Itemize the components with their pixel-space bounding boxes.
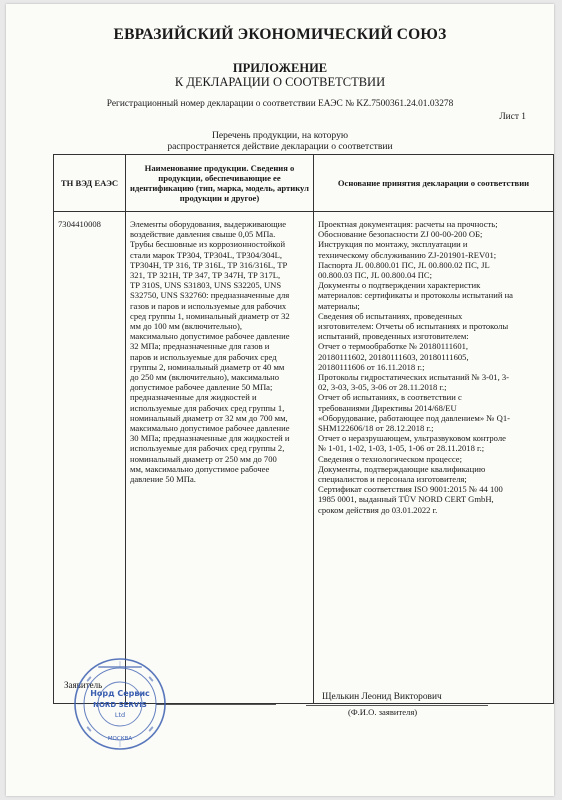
- applicant-signature-line: [156, 704, 276, 705]
- column-header-product: Наименование продукции. Сведения о продукции, обеспечивающие ее идентификацию (тип, марка, модель, артикул продукции и другое): [126, 155, 314, 212]
- seal-text-line3: Ltd: [114, 711, 126, 719]
- signer-name: Щелькин Леонид Викторович: [322, 692, 442, 702]
- product-table: [53, 154, 554, 704]
- table-row: [54, 212, 554, 704]
- sheet-number: Лист 1: [499, 112, 526, 122]
- cell-product-description: Элементы оборудования, выдерживающие воздействие давления свыше 0,05 МПа. Трубы бесшовные из коррозионностойкой стали марок ТР304, ТР304L, ТР304/304L, ТР304Н, ТР 316, ТР 316L, ТР 316/316L, ТР 321, ТР 321Н, ТР 347, ТР 347Н, ТР 317L, ТР 310S, UNS S31803, UNS S32205, UNS S32750, UNS S32760: предназначенные для газов и паров и используемые для рабочих сред группы 1, номинальный диаметр от 32 мм до 100 мм (включительно), максимально допустимое рабочее давление 32 МПа; предназначенные для газов и паров и используемые для рабочих сред группы 2, номинальный диаметр от 40 мм до 250 мм (включительно), максимально допустимое рабочее давление 50 МПа; предназначенные для жидкостей и используемые для рабочих сред группы 1, номинальный диаметр от 32 мм до 700 мм, максимально допустимое рабочее давление 30 МПа; предназначенные для жидкостей и используемые для рабочих сред группы 2, номинальный диаметр от 250 мм до 700 мм, максимально допустимое рабочее давление 50 МПа.: [126, 212, 314, 704]
- seal-city: МОСКВА: [107, 736, 133, 742]
- company-seal: [72, 656, 168, 752]
- product-list-title-line2: распространяется действие декларации о соответствии: [167, 141, 393, 152]
- seal-text-line2: NORD SERVIS: [93, 701, 147, 709]
- registration-number: Регистрационный номер декларации о соответствии ЕАЭС № KZ.7500361.24.01.03278: [106, 99, 454, 109]
- cell-hs-code: 7304410008: [54, 212, 126, 704]
- product-list-heading: [6, 130, 554, 152]
- cell-declaration-basis: Проектная документация: расчеты на прочность; Обоснование безопасности ZJ 00-00-200 ОБ; Инструкция по монтажу, эксплуатации и техническому обслуживанию ZJ-201901-REV01; Паспорта JL 00.800.01 ПС, JL 00.800.02 ПС, JL 00.800.03 ПС, JL 00.800.04 ПС; Документы о подтверждении характеристик материалов: сертификаты и протоколы испытаний на материалы; Сведения об испытаниях, проведенных изготовителем: Отчеты об испытаниях и протоколы испытаний, проведенных изготовителем: Отчет о термообработке № 20180111601, 20180111602, 20180111603, 20180111605, 20180111606 от 16.11.2018 г.; Протоколы гидростатических испытаний № 3-01, 3- 02, 3-03, 3-05, 3-06 от 28.11.2018 г.; Отчет об испытаниях, в соответствии с требованиями Директивы 2014/68/EU «Оборудование, работающее под давлением» № Q1- SHM122606/18 от 28.12.2018 г.; Отчет о неразрушающем, ультразвуковом контроле № 1-01, 1-02, 1-03, 1-05, 1-06 от 28.11.2018 г.; Сведения о технологическом процессе; Документы, подтверждающие квалификацию специалистов и персонала изготовителя; Сертификат соответствия ISO 9001:2015 № 44 100 1985 0001, выданный TÜV NORD CERT GmbH, сроком действия до 03.01.2022 г.: [314, 212, 554, 704]
- union-title: ЕВРАЗИЙСКИЙ ЭКОНОМИЧЕСКИЙ СОЮЗ: [113, 26, 447, 43]
- annex-subtitle: К ДЕКЛАРАЦИИ О СООТВЕТСТВИИ: [174, 75, 386, 89]
- product-list-title-line1: Перечень продукции, на которую: [211, 130, 349, 141]
- table-header-row: [54, 155, 554, 212]
- column-header-hs-code: ТН ВЭД ЕАЭС: [54, 155, 126, 212]
- seal-text-line1: Норд Сервис: [90, 689, 150, 698]
- annex-title: ПРИЛОЖЕНИЕ: [232, 61, 328, 75]
- declaration-annex-page: [6, 4, 554, 796]
- applicant-label: Заявитель: [64, 680, 103, 690]
- seal-graphic: [72, 656, 168, 752]
- signer-name-underline: [306, 705, 488, 706]
- column-header-basis: Основание принятия декларации о соответствии: [314, 155, 554, 212]
- annex-heading: [6, 61, 554, 89]
- signer-caption: (Ф.И.О. заявителя): [348, 707, 418, 717]
